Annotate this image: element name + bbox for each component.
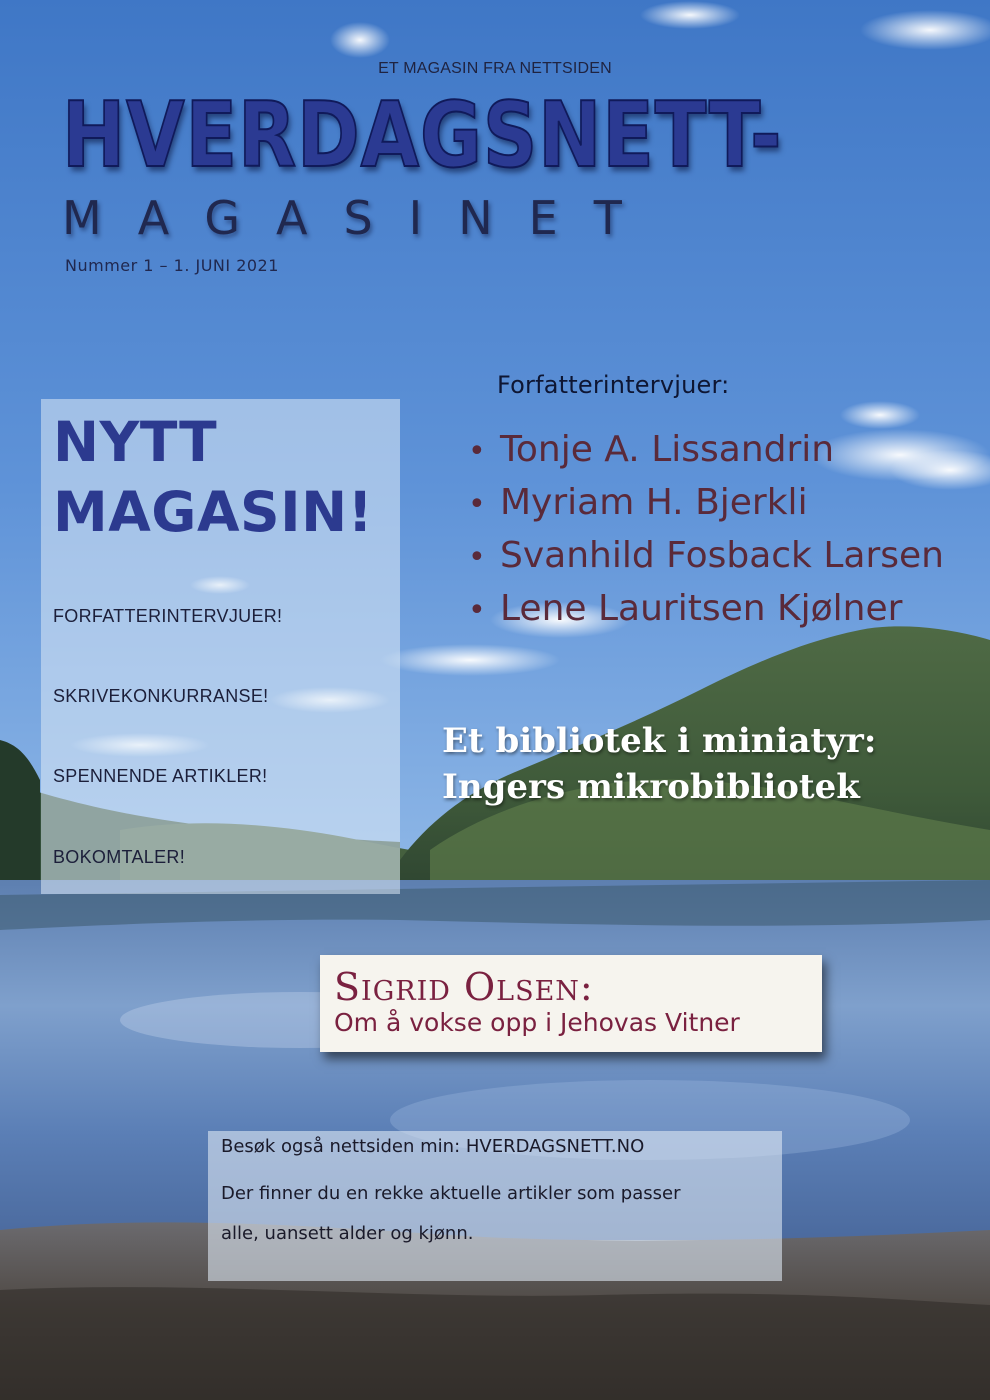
feature-author-name: Sigrid Olsen: <box>334 965 594 1009</box>
new-magazine-headline: NYTT MAGASIN! <box>53 410 374 544</box>
author-list <box>468 424 944 636</box>
bullet-icon: • <box>468 434 486 469</box>
author-name: Tonje A. Lissandrin <box>500 429 835 470</box>
interviews-heading: Forfatterintervjuer: <box>497 371 730 399</box>
author-item <box>468 530 944 583</box>
masthead-kicker: ET MAGASIN FRA NETTSIDEN <box>378 60 612 77</box>
library-feature-headline <box>442 718 876 810</box>
promo-item-writing-contest: SKRIVEKONKURRANSE! <box>53 686 269 706</box>
promo-item-book-reviews: BOKOMTALER! <box>53 847 185 867</box>
magazine-subtitle: MAGASINET <box>62 191 658 245</box>
feature-article-card <box>320 955 822 1052</box>
feature-article-subtitle: Om å vokse opp i Jehovas Vitner <box>334 1008 740 1037</box>
issue-date: Nummer 1 – 1. JUNI 2021 <box>65 256 279 275</box>
website-description-line1: Der finner du en rekke aktuelle artikler som passer <box>221 1183 681 1204</box>
promo-item-articles: SPENNENDE ARTIKLER! <box>53 766 268 786</box>
library-feature-line2: Ingers mikrobibliotek <box>442 767 860 807</box>
website-line: Besøk også nettsiden min: HVERDAGSNETT.NO <box>221 1136 645 1157</box>
author-name: Myriam H. Bjerkli <box>500 482 808 523</box>
website-description-line2: alle, uansett alder og kjønn. <box>221 1223 474 1244</box>
author-item <box>468 477 944 530</box>
author-name: Svanhild Fosback Larsen <box>500 535 944 576</box>
bullet-icon: • <box>468 540 486 575</box>
magazine-title: HVERDAGSNETT- <box>62 83 783 188</box>
author-name: Lene Lauritsen Kjølner <box>500 588 903 629</box>
bullet-icon: • <box>468 487 486 522</box>
new-magazine-box <box>41 399 400 894</box>
website-info-box <box>208 1131 782 1281</box>
promo-item-interviews: FORFATTERINTERVJUER! <box>53 606 283 626</box>
author-item <box>468 424 944 477</box>
author-item <box>468 583 944 636</box>
bullet-icon: • <box>468 593 486 628</box>
library-feature-line1: Et bibliotek i miniatyr: <box>442 721 877 761</box>
